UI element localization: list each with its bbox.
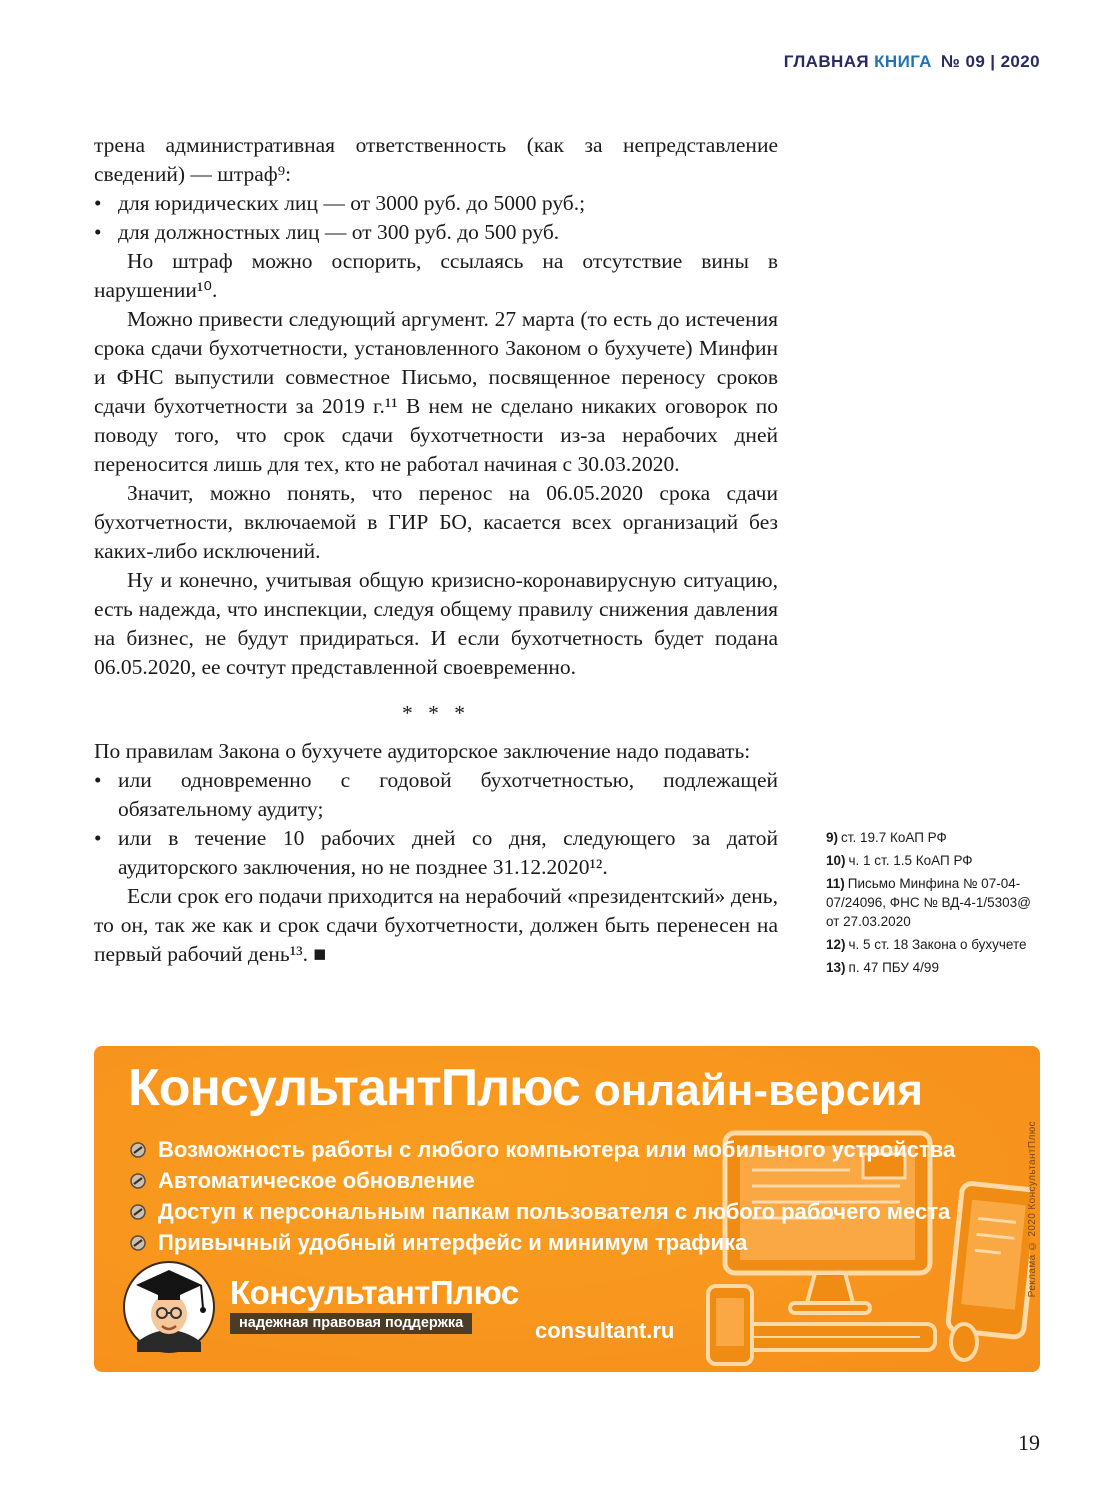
bullet-marker: • xyxy=(94,826,102,850)
article-body xyxy=(94,131,778,969)
footnote-text: ст. 19.7 КоАП РФ xyxy=(841,830,947,845)
ad-legal-note: Реклама © 2020 КонсультантПлюс xyxy=(1027,1120,1038,1298)
ad-title xyxy=(128,1058,923,1118)
footnote-number: 13) xyxy=(826,960,846,975)
ad-website-url: consultant.ru xyxy=(535,1318,675,1343)
ad-legal-note-wrap xyxy=(1027,1046,1038,1372)
article-list-item xyxy=(94,766,778,824)
page-number: 19 xyxy=(1018,1430,1040,1455)
magazine-title-part1: ГЛАВНАЯ xyxy=(783,52,870,71)
footnote-number: 11) xyxy=(826,876,845,891)
article-paragraph: для должностных лиц — от 300 руб. до 500 руб. xyxy=(118,220,560,244)
article-list-item xyxy=(94,824,778,882)
bullet-marker: • xyxy=(94,768,102,792)
footnote-number: 9) xyxy=(826,830,839,845)
screw-icon xyxy=(130,1204,146,1220)
ad-feature-item xyxy=(130,1165,955,1196)
footnotes-column xyxy=(826,828,1044,981)
ad-brand-title: КонсультантПлюс xyxy=(128,1059,580,1117)
ad-feature-text: Доступ к персональным папкам пользователя с любого рабочего места xyxy=(158,1198,951,1224)
professor-logo-icon xyxy=(122,1260,216,1354)
footnote-number: 10) xyxy=(826,853,846,868)
ad-logo-lockup xyxy=(122,1260,519,1354)
footnote xyxy=(826,874,1044,931)
article-paragraph: Но штраф можно оспорить, ссылаясь на отсутствие вины в нарушении¹⁰. xyxy=(94,249,778,302)
ad-feature-item xyxy=(130,1227,955,1258)
article-paragraph: Значит, можно понять, что перенос на 06.05.2020 срока сдачи бухотчетности, включаемой в ГИР БО, касается всех организаций без каких-либо исключений. xyxy=(94,481,778,563)
ad-title-suffix: онлайн-версия xyxy=(593,1066,923,1115)
article-paragraph: трена административная ответственность (как за непредставление сведений) — штраф⁹: xyxy=(94,133,778,186)
footnote-text: Письмо Минфина № 07-04-07/24096, ФНС № ВД-4-1/5303@ от 27.03.2020 xyxy=(826,876,1031,929)
ad-feature-item xyxy=(130,1196,955,1227)
article-paragraph: Можно привести следующий аргумент. 27 марта (то есть до истечения срока сдачи бухотчетности, установленного Законом о бухучете) Минфин и ФНС выпустили совместное Письмо, посвященное переносу сроков сдачи бухотчетности за 2019 г.¹¹ В нем не сделано никаких оговорок по поводу того, что срок сдачи бухотчетности из-за нерабочих дней переносится лишь для тех, кто не работал начиная с 30.03.2020. xyxy=(94,307,778,476)
bullet-marker: • xyxy=(94,191,102,215)
ad-feature-text: Привычный удобный интерфейс и минимум трафика xyxy=(158,1229,748,1255)
bullet-marker: • xyxy=(94,220,102,244)
article-paragraph: Если срок его подачи приходится на нерабочий «президентский» день, то он, так же как и срок сдачи бухотчетности, должен быть перенесен на первый рабочий день¹³. ■ xyxy=(94,884,778,966)
ad-logo-texts xyxy=(230,1260,519,1354)
footnote-text: ч. 1 ст. 1.5 КоАП РФ xyxy=(848,853,973,868)
article-list-item xyxy=(94,218,778,247)
article-paragraph: По правилам Закона о бухучете аудиторское заключение надо подавать: xyxy=(94,739,751,763)
ad-logo-tagline: надежная правовая поддержка xyxy=(230,1313,472,1334)
footnote-text: ч. 5 ст. 18 Закона о бухучете xyxy=(848,937,1027,952)
ad-feature-item xyxy=(130,1134,955,1165)
article-paragraph: или в течение 10 рабочих дней со дня, следующего за датой аудиторского заключения, но не позднее 31.12.2020¹². xyxy=(118,826,778,879)
footnote xyxy=(826,958,1044,977)
smartphone-illustration xyxy=(708,1286,752,1364)
ad-feature-text: Автоматическое обновление xyxy=(158,1167,475,1193)
screw-icon xyxy=(130,1235,146,1251)
footnote-text: п. 47 ПБУ 4/99 xyxy=(848,960,939,975)
footnote xyxy=(826,828,1044,847)
issue-number: № 09 | 2020 xyxy=(940,52,1040,71)
article-list-item xyxy=(94,189,778,218)
page-header xyxy=(784,52,1040,72)
article-paragraph: или одновременно с годовой бухотчетностью, подлежащей обязательному аудиту; xyxy=(118,768,778,821)
screw-icon xyxy=(130,1142,146,1158)
screw-icon xyxy=(130,1173,146,1189)
section-separator: * * * xyxy=(402,701,470,725)
footnote xyxy=(826,935,1044,954)
article-paragraph: для юридических лиц — от 3000 руб. до 5000 руб.; xyxy=(118,191,586,215)
mouse-illustration xyxy=(951,1324,977,1360)
footnote xyxy=(826,851,1044,870)
ad-feature-list xyxy=(130,1134,955,1258)
magazine-title-part2: КНИГА xyxy=(874,52,932,71)
ad-logo-brand: КонсультантПлюс xyxy=(230,1274,519,1311)
ad-feature-text: Возможность работы с любого компьютера или мобильного устройства xyxy=(158,1136,956,1162)
article-paragraph: Ну и конечно, учитывая общую кризисно-коронавирусную ситуацию, есть надежда, что инспекции, следуя общему правилу снижения давления на бизнес, не будут придираться. И если бухотчетность будет подана 06.05.2020, ее сочтут представленной своевременно. xyxy=(94,568,778,679)
consultantplus-ad-banner xyxy=(94,1046,1040,1372)
tablet-illustration xyxy=(947,1183,1030,1338)
footnote-number: 12) xyxy=(826,937,846,952)
